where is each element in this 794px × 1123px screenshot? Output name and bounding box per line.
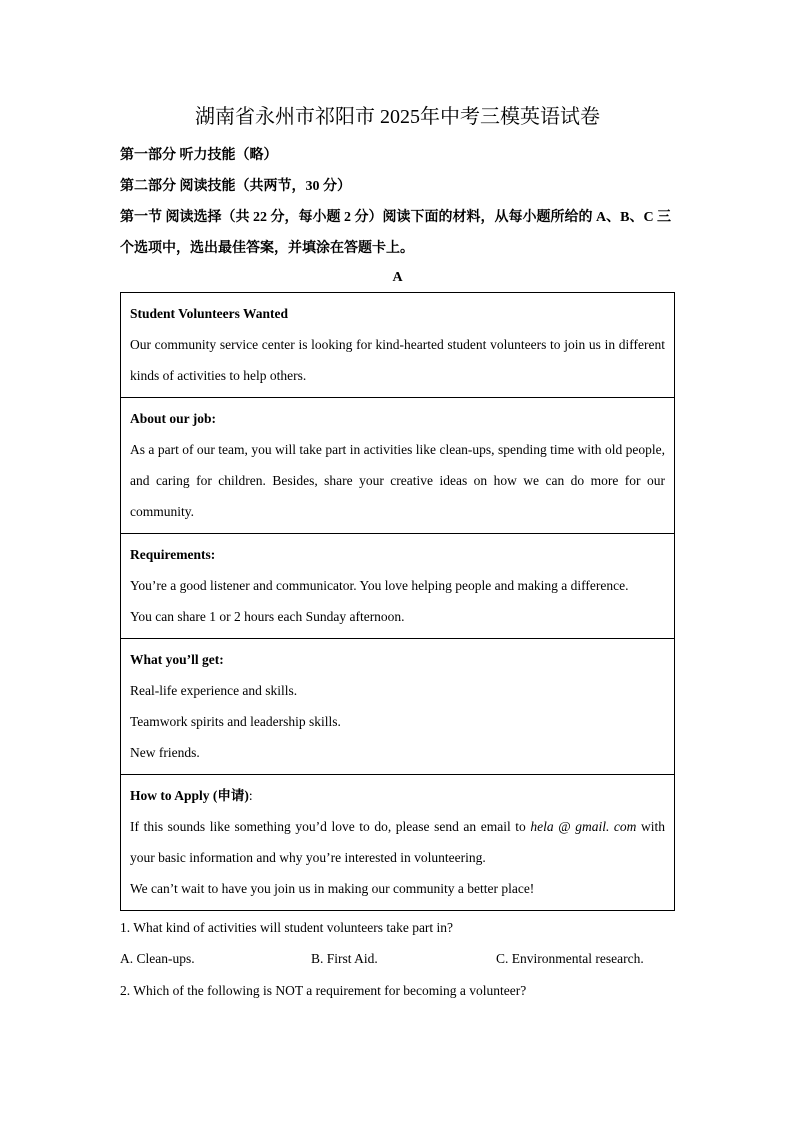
volunteer-notice-table [120, 292, 675, 911]
job-text: As a part of our team, you will take part in activities like clean-ups, spending time with old people, and caring for children. Besides, share your creative ideas on how we can do more for our community. [130, 442, 665, 519]
section1-instructions-line1: 第一节 阅读选择（共 22 分，每小题 2 分）阅读下面的材料，从每小题所给的 A、B、C 三 [120, 210, 672, 225]
apply-text-start: If this sounds like something you’d love to do, please send an email to [130, 819, 531, 834]
notice-row-job [121, 398, 675, 534]
benefit-item: Teamwork spirits and leadership skills. [130, 714, 341, 729]
notice-cell-benefits [121, 639, 675, 775]
notice-row-requirements [121, 534, 675, 639]
option-b: B. First Aid. [311, 951, 378, 966]
apply-text [130, 811, 665, 873]
question-2: 2. Which of the following is NOT a requirement for becoming a volunteer? [120, 983, 527, 998]
section1-instructions-line2: 个选项中，选出最佳答案，并填涂在答题卡上。 [120, 241, 414, 256]
question-1-options [120, 943, 675, 974]
requirements-text-1: You’re a good listener and communicator. You love helping people and making a difference. [130, 578, 629, 593]
notice-title: Student Volunteers Wanted [130, 306, 289, 321]
benefit-item: Real-life experience and skills. [130, 683, 298, 698]
notice-cell-job [121, 398, 675, 534]
requirements-heading: Requirements: [130, 547, 216, 562]
question-1: 1. What kind of activities will student volunteers take part in? [120, 920, 454, 935]
notice-row-benefits [121, 639, 675, 775]
passage-label: A [392, 270, 403, 285]
notice-cell-apply [121, 775, 675, 911]
apply-email: hela @ gmail. com [530, 819, 637, 834]
part1-heading: 第一部分 听力技能（略） [120, 148, 278, 163]
notice-cell-requirements [121, 534, 675, 639]
notice-row-apply [121, 775, 675, 911]
part2-heading: 第二部分 阅读技能（共两节，30 分） [120, 179, 351, 194]
apply-heading: How to Apply (申请) [130, 788, 249, 803]
requirements-text-2: You can share 1 or 2 hours each Sunday afternoon. [130, 609, 405, 624]
notice-cell-intro [121, 293, 675, 398]
page-title: 湖南省永州市祁阳市 2025年中考三模英语试卷 [195, 106, 600, 128]
apply-text-end: with your basic information and why you’re interested in volunteering. [130, 819, 665, 865]
benefit-item: New friends. [130, 745, 200, 760]
job-heading: About our job: [130, 411, 217, 426]
apply-closing: We can’t wait to have you join us in making our community a better place! [130, 881, 535, 896]
benefits-heading: What you’ll get: [130, 652, 224, 667]
option-c: C. Environmental research. [496, 951, 644, 966]
option-a: A. Clean-ups. [120, 951, 195, 966]
notice-row-intro [121, 293, 675, 398]
notice-intro: Our community service center is looking for kind-hearted student volunteers to join us in different kinds of activities to help others. [130, 337, 665, 383]
apply-heading-line [130, 780, 665, 811]
apply-heading-colon: : [248, 788, 253, 803]
exam-page [120, 100, 675, 1006]
